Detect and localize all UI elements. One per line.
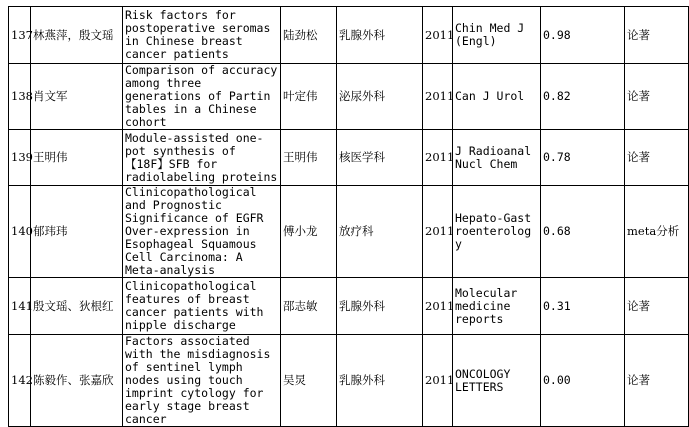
title-cell: Module-assisted one-pot synthesis of 【18F】SFB for radiolabeling proteins: [123, 130, 281, 186]
department-cell: 泌尿外科: [337, 64, 423, 130]
corresponding-author-cell: 傅小龙: [281, 186, 337, 278]
year-cell: 2011: [423, 278, 453, 335]
department-cell: 乳腺外科: [337, 278, 423, 335]
impact-factor-cell: 0.31: [541, 278, 625, 335]
corresponding-author-cell: 陆劲松: [281, 7, 337, 64]
row-number: 138: [9, 64, 31, 130]
impact-factor-cell: 0.98: [541, 7, 625, 64]
corresponding-author-cell: 叶定伟: [281, 64, 337, 130]
article-type-cell: 论著: [625, 278, 689, 335]
table-row: [9, 64, 689, 130]
title-cell: Comparison of accuracy among three generations of Partin tables in a Chinese cohort: [123, 64, 281, 130]
corresponding-author-cell: 王明伟: [281, 130, 337, 186]
authors-cell: 肖文军: [31, 64, 123, 130]
row-number: 140: [9, 186, 31, 278]
corresponding-author-cell: 吴炅: [281, 335, 337, 427]
article-type-cell: 论著: [625, 130, 689, 186]
title-cell: Clinicopathological features of breast cancer patients with nipple discharge: [123, 278, 281, 335]
title-cell: Factors associated with the misdiagnosis of sentinel lymph nodes using touch imprint cytology for early stage breast cancer: [123, 335, 281, 427]
year-cell: 2011: [423, 335, 453, 427]
department-cell: 放疗科: [337, 186, 423, 278]
impact-factor-cell: 0.00: [541, 335, 625, 427]
title-cell: Clinicopathological and Prognostic Significance of EGFR Over-expression in Esophageal Squamous Cell Carcinoma: A Meta-analysis: [123, 186, 281, 278]
table-row: [9, 7, 689, 64]
department-cell: 乳腺外科: [337, 7, 423, 64]
row-number: 139: [9, 130, 31, 186]
year-cell: 2011: [423, 7, 453, 64]
journal-cell: Molecular medicine reports: [453, 278, 541, 335]
row-number: 137: [9, 7, 31, 64]
publication-table: [8, 6, 689, 427]
impact-factor-cell: 0.78: [541, 130, 625, 186]
department-cell: 核医学科: [337, 130, 423, 186]
row-number: 142: [9, 335, 31, 427]
article-type-cell: 论著: [625, 64, 689, 130]
authors-cell: 林燕萍，殷文瑶: [31, 7, 123, 64]
authors-cell: 王明伟: [31, 130, 123, 186]
year-cell: 2011: [423, 186, 453, 278]
article-type-cell: meta分析: [625, 186, 689, 278]
impact-factor-cell: 0.82: [541, 64, 625, 130]
impact-factor-cell: 0.68: [541, 186, 625, 278]
journal-cell: ONCOLOGY LETTERS: [453, 335, 541, 427]
department-cell: 乳腺外科: [337, 335, 423, 427]
journal-cell: Hepato-Gastroenterology: [453, 186, 541, 278]
authors-cell: 郁玮玮: [31, 186, 123, 278]
table-row: [9, 335, 689, 427]
year-cell: 2011: [423, 130, 453, 186]
journal-cell: Can J Urol: [453, 64, 541, 130]
title-cell: Risk factors for postoperative seromas in Chinese breast cancer patients: [123, 7, 281, 64]
article-type-cell: 论著: [625, 335, 689, 427]
article-type-cell: 论著: [625, 7, 689, 64]
authors-cell: 殷文瑶、狄根红: [31, 278, 123, 335]
corresponding-author-cell: 邵志敏: [281, 278, 337, 335]
table-row: [9, 186, 689, 278]
table-row: [9, 130, 689, 186]
journal-cell: J Radioanal Nucl Chem: [453, 130, 541, 186]
authors-cell: 陈毅作、张嘉欣: [31, 335, 123, 427]
table-row: [9, 278, 689, 335]
row-number: 141: [9, 278, 31, 335]
journal-cell: Chin Med J (Engl): [453, 7, 541, 64]
year-cell: 2011: [423, 64, 453, 130]
